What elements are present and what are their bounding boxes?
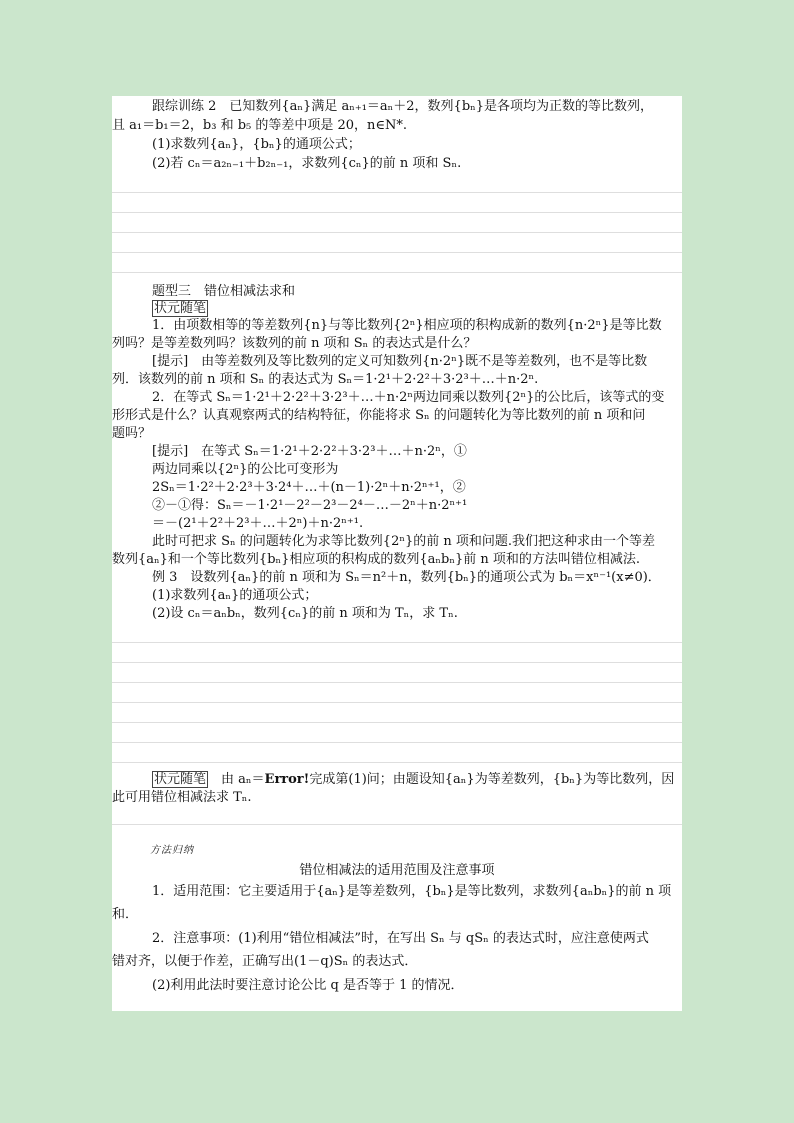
practice-2-part-1: (1)求数列{aₙ}，{bₙ}的通项公式； xyxy=(152,137,361,152)
practice-2-part-2: (2)若 cₙ＝a₂ₙ₋₁＋b₂ₙ₋₁，求数列{cₙ}的前 n 项和 Sₙ. xyxy=(152,156,462,171)
answer-line xyxy=(112,762,682,763)
hint-2-line-6: 此时可把求 Sₙ 的问题转化为求等比数列{2ⁿ}的前 n 项和问题.我们把这种求由一个等差 xyxy=(152,534,656,549)
answer-line xyxy=(112,662,682,663)
practice-2-line-1: 跟综训练 2 已知数列{aₙ}满足 aₙ₊₁＝aₙ＋2，数列{bₙ}是各项均为正数的等比数列， xyxy=(152,99,654,114)
note-tag: 状元随笔 xyxy=(154,772,207,787)
question-1-line-1: 1．由项数相等的等差数列{n}与等比数列{2ⁿ}相应项的积构成新的数列{n·2ⁿ}是等比数 xyxy=(152,318,662,333)
section-title-type3: 题型三 错位相减法求和 xyxy=(152,284,296,299)
hint-2-line-2: 两边同乘以{2ⁿ}的公比可变形为 xyxy=(152,462,339,477)
summary-line-5: (2)利用此法时要注意讨论公比 q 是否等于 1 的情况． xyxy=(152,978,464,993)
document-page xyxy=(112,96,682,1011)
question-1-line-2: 列吗？是等差数列吗？该数列的前 n 项和 Sₙ 的表达式是什么？ xyxy=(112,336,477,351)
summary-line-3: 2．注意事项：(1)利用“错位相减法”时，在写出 Sₙ 与 qSₙ 的表达式时，应注意使两式 xyxy=(152,931,649,946)
question-2-line-2: 形形式是什么？认真观察两式的结构特征，你能将求 Sₙ 的问题转化为等比数列的前 n 项和问 xyxy=(112,408,646,423)
answer-line xyxy=(112,212,682,213)
method-summary-label: 方法归纳 xyxy=(150,845,194,856)
note-line-1: 状元随笔 由 aₙ＝Error!完成第(1)问；由题设知{aₙ}为等差数列，{bₙ}为等比数列，因 xyxy=(154,772,675,787)
example-3-part-1: (1)求数列{aₙ}的通项公式； xyxy=(152,588,318,603)
answer-line xyxy=(112,272,682,273)
example-3-line-1: 例 3 设数列{aₙ}的前 n 项和为 Sₙ＝n²＋n，数列{bₙ}的通项公式为 bₙ＝xⁿ⁻¹(x≠0)． xyxy=(152,570,661,585)
summary-line-2: 和． xyxy=(112,907,139,922)
hint-2-line-3: 2Sₙ＝1·2²＋2·2³＋3·2⁴＋…＋(n－1)·2ⁿ＋n·2ⁿ⁺¹，② xyxy=(152,480,466,495)
answer-line xyxy=(112,232,682,233)
answer-line xyxy=(112,742,682,743)
hint-2-line-4: ②－①得：Sₙ＝－1·2¹－2²－2³－2⁴－…－2ⁿ＋n·2ⁿ⁺¹ xyxy=(152,498,468,513)
summary-line-1: 1．适用范围：它主要适用于{aₙ}是等差数列，{bₙ}是等比数列，求数列{aₙbₙ}的前 n 项 xyxy=(152,884,672,899)
answer-line xyxy=(112,824,682,825)
question-2-line-1: 2．在等式 Sₙ＝1·2¹＋2·2²＋3·2³＋…＋n·2ⁿ两边同乘以数列{2ⁿ}的公比后，该等式的变 xyxy=(152,390,665,405)
tip-tag: 状元随笔 xyxy=(154,301,207,316)
summary-line-4: 错对齐，以便于作差，正确写出(1－q)Sₙ 的表达式． xyxy=(112,954,418,969)
hint-2-line-7: 数列{aₙ}和一个等比数列{bₙ}相应项的积构成的数列{aₙbₙ}前 n 项和的方法叫错位相减法. xyxy=(112,552,641,567)
hint-2-line-1: [提示] 在等式 Sₙ＝1·2¹＋2·2²＋3·2³＋…＋n·2ⁿ，① xyxy=(152,444,467,459)
example-3-part-2: (2)设 cₙ＝aₙbₙ，数列{cₙ}的前 n 项和为 Tₙ，求 Tₙ. xyxy=(152,606,458,621)
answer-line xyxy=(112,702,682,703)
practice-2-line-2: 且 a₁＝b₁＝2，b₃ 和 b₅ 的等差中项是 20，n∈N*. xyxy=(112,118,408,133)
answer-line xyxy=(112,722,682,723)
note-line-2: 此可用错位相减法求 Tₙ. xyxy=(112,790,252,805)
answer-line xyxy=(112,192,682,193)
answer-line xyxy=(112,642,682,643)
answer-line xyxy=(112,682,682,683)
hint-2-line-5: ＝－(2¹＋2²＋2³＋…＋2ⁿ)＋n·2ⁿ⁺¹. xyxy=(152,516,364,531)
summary-title: 错位相减法的适用范围及注意事项 xyxy=(299,863,495,878)
answer-line xyxy=(112,252,682,253)
question-2-line-3: 题吗？ xyxy=(112,426,152,441)
hint-1-line-1: [提示] 由等差数列及等比数列的定义可知数列{n·2ⁿ}既不是等差数列，也不是等比数 xyxy=(152,354,648,369)
hint-1-line-2: 列．该数列的前 n 项和 Sₙ 的表达式为 Sₙ＝1·2¹＋2·2²＋3·2³＋…＋n·2ⁿ. xyxy=(112,372,539,387)
